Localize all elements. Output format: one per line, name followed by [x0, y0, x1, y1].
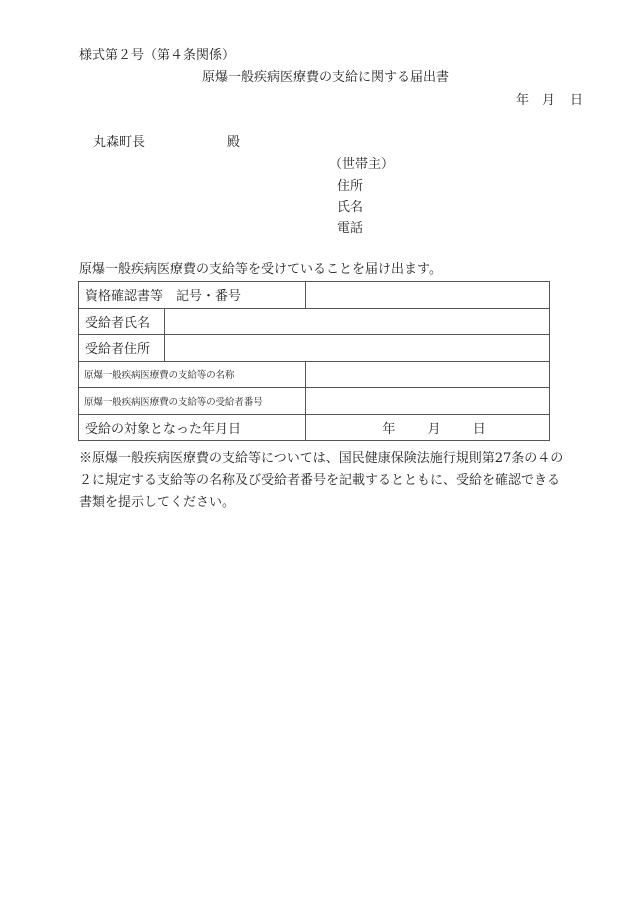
intro-statement: 原爆一般疾病医療費の支給等を受けていることを届け出ます。: [79, 262, 442, 277]
addressee-honorific: 殿: [227, 135, 241, 150]
row-label-recipient-number: 原爆一般疾病医療費の支給等の受給者番号: [79, 388, 306, 415]
document-title: 原爆一般疾病医療費の支給に関する届出書: [202, 70, 450, 85]
eligibility-year-label: 年: [382, 421, 396, 437]
row-label-eligibility-date: 受給の対象となった年月日: [79, 414, 306, 441]
applicant-phone-label: 電話: [337, 221, 364, 236]
benefit-name-field[interactable]: [306, 361, 550, 388]
row-label-benefit-name: 原爆一般疾病医療費の支給等の名称: [79, 361, 306, 388]
notification-form-table: [78, 281, 550, 441]
table-row: [79, 361, 550, 388]
table-row: [79, 414, 550, 441]
recipient-number-field[interactable]: [306, 388, 550, 415]
recipient-name-field[interactable]: [164, 308, 549, 335]
applicant-name-label: 氏名: [337, 200, 364, 215]
note-line-1: ※原爆一般疾病医療費の支給等については、国民健康保険法施行規則第27条の４の: [79, 451, 564, 466]
date-month-label: 月: [542, 93, 556, 108]
applicant-role: （世帯主）: [329, 157, 395, 172]
row-label-recipient-name: 受給者氏名: [79, 308, 165, 335]
table-row: [79, 282, 550, 309]
table-row: [79, 335, 550, 362]
addressee-name: 丸森町長: [93, 135, 146, 150]
row-label-recipient-address: 受給者住所: [79, 335, 165, 362]
row-label-certificate-number: 資格確認書等 記号・番号: [79, 282, 306, 309]
table-row: [79, 388, 550, 415]
table-row: [79, 308, 550, 335]
certificate-number-field[interactable]: [306, 282, 550, 309]
note-line-3: 書類を提示してください。: [79, 495, 236, 510]
note-line-2: ２に規定する支給等の名称及び受給者番号を記載するとともに、受給を確認できる: [79, 473, 561, 488]
date-day-label: 日: [570, 93, 584, 108]
form-number: 様式第２号（第４条関係）: [79, 48, 236, 63]
applicant-address-label: 住所: [337, 179, 364, 194]
date-year-label: 年: [516, 93, 530, 108]
eligibility-date-field[interactable]: [306, 414, 550, 441]
eligibility-month-label: 月: [427, 421, 441, 437]
recipient-address-field[interactable]: [164, 335, 549, 362]
eligibility-day-label: 日: [472, 421, 486, 437]
